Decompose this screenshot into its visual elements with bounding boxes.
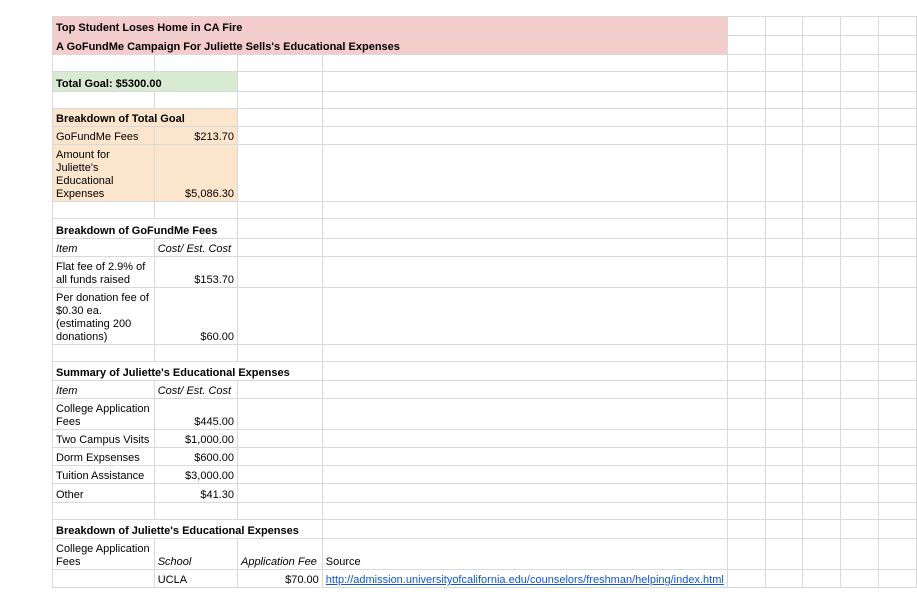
- cell[interactable]: [879, 127, 917, 145]
- cell[interactable]: [53, 503, 155, 520]
- cell[interactable]: [841, 92, 879, 109]
- cell[interactable]: [841, 520, 879, 539]
- cell[interactable]: [322, 520, 727, 539]
- cell[interactable]: [765, 219, 803, 239]
- cell[interactable]: [322, 399, 727, 430]
- expenses-breakdown-title[interactable]: Breakdown of Juliette's Educational Expenses: [53, 520, 323, 539]
- cell[interactable]: [803, 202, 841, 219]
- cell[interactable]: [237, 92, 322, 109]
- summary-row-label[interactable]: College Application Fees: [53, 399, 155, 430]
- cell[interactable]: [765, 92, 803, 109]
- cell[interactable]: [322, 430, 727, 448]
- cell[interactable]: [154, 345, 237, 362]
- cell[interactable]: [765, 288, 803, 345]
- cell[interactable]: [803, 17, 841, 36]
- cell[interactable]: [322, 219, 727, 239]
- cell[interactable]: [803, 219, 841, 239]
- cell[interactable]: [322, 484, 727, 503]
- cell[interactable]: [879, 570, 917, 588]
- cell[interactable]: [154, 503, 237, 520]
- cell[interactable]: [841, 570, 879, 588]
- flat-fee-value[interactable]: $153.70: [154, 257, 237, 288]
- cell[interactable]: [803, 399, 841, 430]
- cell[interactable]: [322, 345, 727, 362]
- cell[interactable]: [727, 503, 765, 520]
- cell[interactable]: [237, 55, 322, 72]
- cell[interactable]: [727, 109, 765, 127]
- cell[interactable]: [803, 127, 841, 145]
- cell[interactable]: [237, 239, 322, 257]
- cell[interactable]: [879, 219, 917, 239]
- cell[interactable]: [879, 520, 917, 539]
- cell[interactable]: [727, 219, 765, 239]
- cell[interactable]: [765, 36, 803, 55]
- cell[interactable]: [879, 288, 917, 345]
- summary-title[interactable]: Summary of Juliette's Educational Expenses: [53, 362, 323, 381]
- cell[interactable]: [879, 381, 917, 399]
- cell[interactable]: [803, 466, 841, 484]
- cell[interactable]: [727, 127, 765, 145]
- cell[interactable]: [841, 239, 879, 257]
- cell[interactable]: [841, 219, 879, 239]
- cell[interactable]: [727, 345, 765, 362]
- cell[interactable]: [879, 503, 917, 520]
- flat-fee-label[interactable]: Flat fee of 2.9% of all funds raised: [53, 257, 155, 288]
- cell[interactable]: [53, 55, 155, 72]
- summary-col-item[interactable]: Item: [53, 381, 155, 399]
- cell[interactable]: [803, 520, 841, 539]
- cell[interactable]: [765, 570, 803, 588]
- col-application-fee[interactable]: Application Fee: [237, 539, 322, 570]
- cell[interactable]: [727, 36, 765, 55]
- cell[interactable]: [53, 92, 155, 109]
- cell[interactable]: [322, 72, 727, 92]
- cell[interactable]: [803, 92, 841, 109]
- cell[interactable]: [53, 202, 155, 219]
- cell[interactable]: [322, 257, 727, 288]
- cell[interactable]: [879, 399, 917, 430]
- cell[interactable]: [53, 570, 155, 588]
- cell[interactable]: [803, 570, 841, 588]
- cell[interactable]: [879, 145, 917, 202]
- cell[interactable]: [727, 239, 765, 257]
- cell[interactable]: [841, 55, 879, 72]
- educational-expenses-label[interactable]: Amount for Juliette's Educational Expenses: [53, 145, 155, 202]
- cell[interactable]: [237, 466, 322, 484]
- cell[interactable]: [727, 484, 765, 503]
- cell[interactable]: [727, 92, 765, 109]
- cell[interactable]: [727, 520, 765, 539]
- cell[interactable]: [879, 257, 917, 288]
- cell[interactable]: [803, 257, 841, 288]
- gofundme-fees-value[interactable]: $213.70: [154, 127, 237, 145]
- cell[interactable]: [727, 145, 765, 202]
- cell[interactable]: [322, 503, 727, 520]
- summary-row-value[interactable]: $3,000.00: [154, 466, 237, 484]
- total-goal[interactable]: Total Goal: $5300.00: [53, 72, 238, 92]
- cell[interactable]: [841, 484, 879, 503]
- cell[interactable]: [803, 362, 841, 381]
- cell[interactable]: [841, 362, 879, 381]
- educational-expenses-value[interactable]: $5,086.30: [154, 145, 237, 202]
- cell[interactable]: [322, 92, 727, 109]
- cell[interactable]: [765, 381, 803, 399]
- cell[interactable]: [841, 288, 879, 345]
- cell[interactable]: [322, 109, 727, 127]
- summary-row-value[interactable]: $445.00: [154, 399, 237, 430]
- cell[interactable]: [237, 72, 322, 92]
- application-fee-value[interactable]: $70.00: [237, 570, 322, 588]
- cell[interactable]: [803, 109, 841, 127]
- cell[interactable]: [765, 520, 803, 539]
- cell[interactable]: [803, 484, 841, 503]
- cell[interactable]: [841, 17, 879, 36]
- cell[interactable]: [841, 109, 879, 127]
- cell[interactable]: [727, 288, 765, 345]
- cell[interactable]: [879, 430, 917, 448]
- cell[interactable]: [322, 239, 727, 257]
- cell[interactable]: [841, 539, 879, 570]
- breakdown-total-title[interactable]: Breakdown of Total Goal: [53, 109, 238, 127]
- cell[interactable]: [765, 430, 803, 448]
- cell[interactable]: [154, 92, 237, 109]
- campaign-subtitle[interactable]: A GoFundMe Campaign For Juliette Sells's Educational Expenses: [53, 36, 728, 55]
- cell[interactable]: [803, 55, 841, 72]
- cell[interactable]: [803, 239, 841, 257]
- cell[interactable]: [879, 17, 917, 36]
- cell[interactable]: [727, 570, 765, 588]
- cell[interactable]: [765, 127, 803, 145]
- cell[interactable]: [322, 202, 727, 219]
- cell[interactable]: [765, 362, 803, 381]
- cell[interactable]: [237, 145, 322, 202]
- cell[interactable]: [765, 55, 803, 72]
- cell[interactable]: [879, 448, 917, 466]
- cell[interactable]: [803, 288, 841, 345]
- cell[interactable]: [803, 448, 841, 466]
- cell[interactable]: [879, 109, 917, 127]
- cell[interactable]: [237, 381, 322, 399]
- source-cell[interactable]: [322, 570, 727, 588]
- cell[interactable]: [53, 345, 155, 362]
- cell[interactable]: [879, 202, 917, 219]
- cell[interactable]: [727, 381, 765, 399]
- cell[interactable]: [765, 484, 803, 503]
- cell[interactable]: [765, 257, 803, 288]
- cell[interactable]: [765, 17, 803, 36]
- cell[interactable]: [727, 17, 765, 36]
- cell[interactable]: [841, 399, 879, 430]
- summary-row-value[interactable]: $41.30: [154, 484, 237, 503]
- cell[interactable]: [879, 92, 917, 109]
- cell[interactable]: [803, 72, 841, 92]
- cell[interactable]: [237, 448, 322, 466]
- source-link[interactable]: http://admission.universityofcalifornia.edu/counselors/freshman/helping/index.html: [325, 574, 724, 586]
- cell[interactable]: [879, 55, 917, 72]
- cell[interactable]: [879, 72, 917, 92]
- cell[interactable]: [237, 219, 322, 239]
- cell[interactable]: [879, 36, 917, 55]
- cell[interactable]: [322, 466, 727, 484]
- application-fees-label[interactable]: College Application Fees: [53, 539, 155, 570]
- cell[interactable]: [879, 484, 917, 503]
- cell[interactable]: [322, 127, 727, 145]
- cell[interactable]: [765, 345, 803, 362]
- cell[interactable]: [765, 399, 803, 430]
- cell[interactable]: [841, 145, 879, 202]
- summary-row-value[interactable]: $600.00: [154, 448, 237, 466]
- per-donation-fee-label[interactable]: Per donation fee of $0.30 ea. (estimating 200 donations): [53, 288, 155, 345]
- school-name[interactable]: UCLA: [154, 570, 237, 588]
- summary-row-value[interactable]: $1,000.00: [154, 430, 237, 448]
- fees-col-cost[interactable]: Cost/ Est. Cost: [154, 239, 237, 257]
- cell[interactable]: [841, 381, 879, 399]
- summary-col-cost[interactable]: Cost/ Est. Cost: [154, 381, 237, 399]
- cell[interactable]: [237, 257, 322, 288]
- cell[interactable]: [765, 448, 803, 466]
- cell[interactable]: [803, 539, 841, 570]
- cell[interactable]: [841, 466, 879, 484]
- cell[interactable]: [237, 399, 322, 430]
- cell[interactable]: [727, 448, 765, 466]
- summary-row-label[interactable]: Two Campus Visits: [53, 430, 155, 448]
- cell[interactable]: [727, 72, 765, 92]
- summary-row-label[interactable]: Other: [53, 484, 155, 503]
- cell[interactable]: [237, 288, 322, 345]
- cell[interactable]: [237, 484, 322, 503]
- cell[interactable]: [727, 55, 765, 72]
- cell[interactable]: [322, 362, 727, 381]
- campaign-title[interactable]: Top Student Loses Home in CA Fire: [53, 17, 728, 36]
- cell[interactable]: [765, 72, 803, 92]
- summary-row-label[interactable]: Dorm Expsenses: [53, 448, 155, 466]
- cell[interactable]: [727, 362, 765, 381]
- cell[interactable]: [765, 503, 803, 520]
- gofundme-fees-label[interactable]: GoFundMe Fees: [53, 127, 155, 145]
- cell[interactable]: [879, 239, 917, 257]
- cell[interactable]: [803, 145, 841, 202]
- cell[interactable]: [765, 239, 803, 257]
- cell[interactable]: [727, 399, 765, 430]
- cell[interactable]: [841, 257, 879, 288]
- cell[interactable]: [879, 539, 917, 570]
- cell[interactable]: [841, 345, 879, 362]
- cell[interactable]: [237, 109, 322, 127]
- cell[interactable]: [237, 430, 322, 448]
- col-school[interactable]: School: [154, 539, 237, 570]
- cell[interactable]: [322, 381, 727, 399]
- cell[interactable]: [765, 109, 803, 127]
- cell[interactable]: [803, 381, 841, 399]
- cell[interactable]: [803, 36, 841, 55]
- col-source[interactable]: Source: [322, 539, 727, 570]
- cell[interactable]: [237, 202, 322, 219]
- spreadsheet-grid: [52, 16, 917, 588]
- cell[interactable]: [322, 448, 727, 466]
- cell[interactable]: [727, 466, 765, 484]
- cell[interactable]: [879, 466, 917, 484]
- cell[interactable]: [765, 539, 803, 570]
- cell[interactable]: [322, 55, 727, 72]
- cell[interactable]: [879, 362, 917, 381]
- cell[interactable]: [322, 145, 727, 202]
- cell[interactable]: [841, 127, 879, 145]
- cell[interactable]: [237, 345, 322, 362]
- cell[interactable]: [841, 448, 879, 466]
- cell[interactable]: [237, 503, 322, 520]
- cell[interactable]: [841, 202, 879, 219]
- cell[interactable]: [154, 55, 237, 72]
- cell[interactable]: [765, 145, 803, 202]
- summary-row-label[interactable]: Tuition Assistance: [53, 466, 155, 484]
- cell[interactable]: [727, 257, 765, 288]
- cell[interactable]: [841, 503, 879, 520]
- cell[interactable]: [803, 430, 841, 448]
- cell[interactable]: [765, 202, 803, 219]
- cell[interactable]: [841, 36, 879, 55]
- cell[interactable]: [765, 466, 803, 484]
- cell[interactable]: [841, 72, 879, 92]
- cell[interactable]: [727, 539, 765, 570]
- per-donation-fee-value[interactable]: $60.00: [154, 288, 237, 345]
- cell[interactable]: [237, 127, 322, 145]
- fees-col-item[interactable]: Item: [53, 239, 155, 257]
- cell[interactable]: [727, 430, 765, 448]
- cell[interactable]: [803, 345, 841, 362]
- cell[interactable]: [879, 345, 917, 362]
- fees-title[interactable]: Breakdown of GoFundMe Fees: [53, 219, 238, 239]
- cell[interactable]: [803, 503, 841, 520]
- cell[interactable]: [322, 288, 727, 345]
- cell[interactable]: [841, 430, 879, 448]
- cell[interactable]: [154, 202, 237, 219]
- cell[interactable]: [727, 202, 765, 219]
